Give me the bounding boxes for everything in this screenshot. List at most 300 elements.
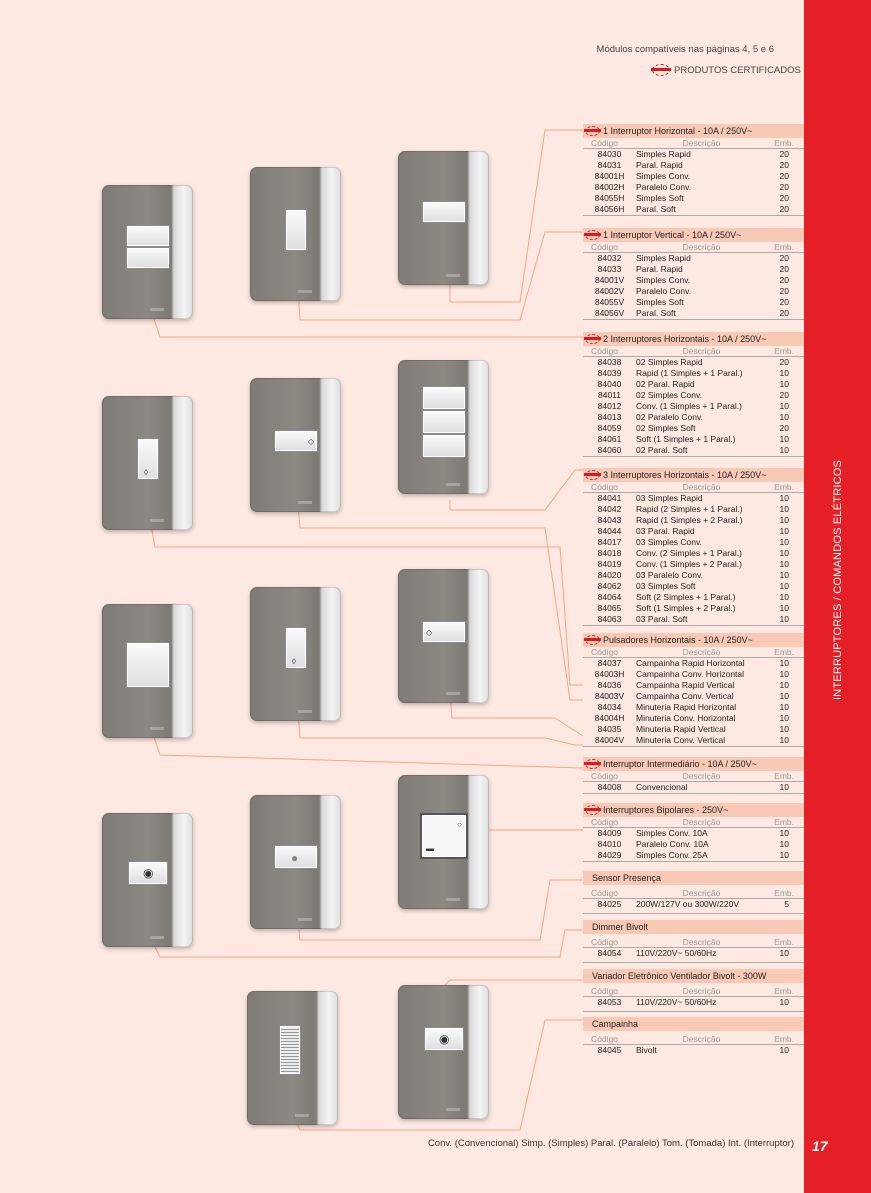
description-cell: Paral. Soft [636,308,676,318]
pack-cell: 20 [779,264,789,274]
table-row [583,839,804,850]
description-cell: Campainha Conv. Horizontal [636,669,745,679]
rows [583,357,804,457]
pack-cell: 20 [779,171,789,181]
code-cell: 84060 [597,445,622,455]
pack-cell: 10 [779,735,789,745]
section-header [583,871,804,885]
code-cell: 84019 [597,559,622,569]
description-cell: Soft (1 Simples + 2 Paral.) [636,603,736,613]
description-cell: Simples Rapid [636,253,691,263]
code-cell: 84020 [597,570,622,580]
column-headers: Código Descrição Emb. [583,242,804,253]
table-horizontal-1 [583,124,804,216]
table-row [583,379,804,390]
table-row [583,669,804,680]
pack-cell: 10 [779,434,789,444]
code-cell: 84017 [597,537,622,547]
pack-cell: 10 [779,412,789,422]
product-84036-bell-vertical [102,396,193,530]
description-cell: 02 Paralelo Conv. [636,412,703,422]
description-cell: 03 Simples Conv. [636,537,702,547]
code-cell: 84036 [597,680,622,690]
switch-key [285,209,307,251]
pack-cell: 20 [779,149,789,159]
pack-cell: 10 [779,401,789,411]
section-title: Interruptores Bipolares - 250V~ [603,805,729,815]
code-cell: 84056V [594,308,625,318]
table-row [583,182,804,193]
table-row [583,691,804,702]
rows [583,948,804,963]
code-cell: 84002V [594,286,625,296]
certified-icon [585,759,600,769]
code-cell: 84055H [594,193,625,203]
table-row [583,581,804,592]
table-row [583,735,804,746]
table-row [583,275,804,286]
table-row [583,603,804,614]
table-row [583,297,804,308]
code-cell: 84061 [597,434,622,444]
section-header [583,803,804,817]
table-row [583,368,804,379]
description-cell: Paralelo Conv. [636,286,692,296]
section-title: 1 Interruptor Horizontal - 10A / 250V~ [603,126,753,136]
table-row [583,445,804,456]
category-label: INTERRUPTORES / COMANDOS ELÉTRICOS [832,459,844,701]
pack-cell: 10 [779,570,789,580]
description-cell: 03 Paralelo Conv. [636,570,703,580]
product-84053-fan-controller [398,985,489,1119]
rows [583,1045,804,1056]
switch-key [285,627,307,669]
description-cell: Paral. Soft [636,204,676,214]
certified-icon [585,805,600,815]
certified-icon [585,230,600,240]
table-row [583,948,804,959]
table-row [583,997,804,1008]
table-row [583,680,804,691]
bell-icon: ◊ [144,468,148,477]
section-header [583,332,804,346]
code-cell: 84029 [597,850,622,860]
description-cell: 02 Paral. Rapid [636,379,695,389]
code-cell: 84004V [594,735,625,745]
code-cell: 84002H [594,182,625,192]
certified-icon [585,470,600,480]
description-cell: Campainha Rapid Vertical [636,680,735,690]
pack-cell: 20 [779,286,789,296]
code-cell: 84033 [597,264,622,274]
pack-cell: 10 [779,581,789,591]
description-cell: Rapid (1 Simples + 1 Paral.) [636,368,743,378]
switch-key [422,434,466,458]
switch-key [126,225,170,247]
switch-key [422,410,466,434]
table-row [583,724,804,735]
table-row [583,264,804,275]
pack-cell: 10 [779,1045,789,1055]
section-title: Pulsadores Horizontais - 10A / 250V~ [603,635,753,645]
column-headers: Código Descrição Emb. [583,346,804,357]
pack-cell: 10 [779,592,789,602]
fan-controller-module [424,1027,464,1051]
pack-cell: 20 [779,297,789,307]
description-cell: Simples Conv. [636,171,691,181]
code-cell: 84041 [597,493,622,503]
code-cell: 84056H [594,204,625,214]
code-cell: 84010 [597,839,622,849]
pack-cell: 10 [779,445,789,455]
table-bipolar [583,803,804,862]
table-horizontal-2 [583,332,804,457]
sensor-lens-icon: ● [291,851,299,865]
code-cell: 84032 [597,253,622,263]
description-cell: Conv. (1 Simples + 2 Paral.) [636,559,742,569]
section-title: 2 Interruptores Horizontais - 10A / 250V~ [603,334,767,344]
rows [583,493,804,626]
table-intermediate [583,757,804,794]
product-84034-timer-horizontal [398,569,489,703]
description-cell: 02 Simples Rapid [636,357,703,367]
pack-cell: 20 [779,390,789,400]
pack-cell: 20 [779,357,789,367]
description-cell: Paralelo Conv. [636,182,692,192]
code-cell: 84001H [594,171,625,181]
code-cell: 84062 [597,581,622,591]
pack-cell: 10 [779,839,789,849]
table-row [583,160,804,171]
switch-key [420,813,468,859]
code-cell: 84001V [594,275,625,285]
pack-cell: 10 [779,997,789,1007]
table-row [583,308,804,319]
column-headers: Código Descrição Emb. [583,937,804,948]
description-cell: Minuteria Rapid Vertical [636,724,726,734]
table-row [583,850,804,861]
pack-cell: 10 [779,368,789,378]
description-cell: Rapid (1 Simples + 2 Paral.) [636,515,743,525]
code-cell: 84003H [594,669,625,679]
description-cell: Bivolt [636,1045,657,1055]
pack-cell: 10 [779,603,789,613]
pack-cell: 20 [779,182,789,192]
switch-key [126,247,170,269]
code-cell: 84012 [597,401,622,411]
table-row [583,899,804,910]
description-cell: Simples Soft [636,193,684,203]
indicator-dash-icon: ▬ [426,844,434,853]
switch-key [274,430,318,452]
pack-cell: 20 [779,253,789,263]
section-header [583,969,804,983]
table-dimmer [583,920,804,963]
code-cell: 84054 [597,948,622,958]
table-row [583,570,804,581]
description-cell: 02 Simples Soft [636,423,696,433]
column-headers: Código Descrição Emb. [583,888,804,899]
description-cell: Rapid (2 Simples + 1 Paral.) [636,504,743,514]
section-title: Variador Eletrônico Ventilador Bivolt - 300W [592,971,767,981]
code-cell: 84035 [597,724,622,734]
section-title: Dimmer Bivolt [592,922,649,932]
section-title: 3 Interruptores Horizontais - 10A / 250V~ [603,470,767,480]
section-title: Campainha [592,1019,639,1029]
description-cell: Minuteria Conv. Vertical [636,735,726,745]
pack-cell: 10 [779,713,789,723]
table-row [583,526,804,537]
product-84030-horizontal-single [398,151,489,285]
table-row [583,504,804,515]
column-headers: Código Descrição Emb. [583,771,804,782]
code-cell: 84053 [597,997,622,1007]
table-row [583,493,804,504]
rows [583,149,804,216]
product-84032-vertical-single [250,167,341,301]
pack-cell: 10 [779,691,789,701]
fan-knob-icon: ◉ [439,1032,450,1046]
section-header [583,633,804,647]
pack-cell: 10 [779,548,789,558]
description-cell: 110V/220V~ 50/60Hz [636,997,717,1007]
page-number: 17 [812,1138,828,1154]
pack-cell: 5 [784,899,789,909]
code-cell: 84008 [597,782,622,792]
indicator-ring-icon: ○ [457,820,462,829]
column-headers: Código Descrição Emb. [583,138,804,149]
table-doorbell [583,1017,804,1056]
pack-cell: 20 [779,204,789,214]
table-row [583,713,804,724]
pack-cell: 10 [779,526,789,536]
product-84025-presence-sensor [250,795,341,929]
code-cell: 84065 [597,603,622,613]
product-84008-intermediate [102,604,193,738]
table-presence-sensor [583,871,804,914]
product-84045-doorbell [247,991,338,1125]
table-row [583,423,804,434]
pack-cell: 10 [779,658,789,668]
table-row [583,537,804,548]
table-fan-controller [583,969,804,1012]
section-header [583,920,804,934]
description-cell: 110V/220V~ 50/60Hz [636,948,717,958]
pack-cell: 10 [779,724,789,734]
description-cell: 03 Paral. Soft [636,614,688,624]
pack-cell: 20 [779,308,789,318]
certified-icon [585,126,600,136]
description-cell: Simples Conv. 25A [636,850,708,860]
pack-cell: 10 [779,537,789,547]
pack-cell: 10 [779,504,789,514]
table-row [583,357,804,368]
code-cell: 84013 [597,412,622,422]
table-row [583,515,804,526]
pack-cell: 20 [779,423,789,433]
description-cell: Soft (2 Simples + 1 Paral.) [636,592,736,602]
abbreviations-footnote: Conv. (Convencional) Simp. (Simples) Paral. (Paralelo) Tom. (Tomada) Int. (Interruptor) [427,1138,794,1149]
pack-cell: 10 [779,850,789,860]
description-cell: Campainha Rapid Horizontal [636,658,745,668]
switch-key [422,621,466,643]
pack-cell: 10 [779,559,789,569]
sensor-module [274,845,318,869]
table-row [583,828,804,839]
description-cell: Paral. Rapid [636,264,683,274]
description-cell: Conv. (1 Simples + 1 Paral.) [636,401,742,411]
section-header [583,468,804,482]
product-84041-three-horizontal [398,360,489,494]
description-cell: Simples Conv. [636,275,691,285]
pack-cell: 10 [779,379,789,389]
timer-icon: ◇ [426,628,433,637]
table-row [583,412,804,423]
table-row [583,171,804,182]
code-cell: 84039 [597,368,622,378]
section-header [583,124,804,138]
compat-note: Módulos compatíveis nas páginas 4, 5 e 6 [596,44,774,55]
description-cell: Convencional [636,782,688,792]
code-cell: 84030 [597,149,622,159]
code-cell: 84055V [594,297,625,307]
description-cell: 03 Paral. Rapid [636,526,695,536]
code-cell: 84045 [597,1045,622,1055]
certified-icon [585,334,600,344]
rows [583,899,804,914]
table-row [583,782,804,793]
table-row [583,253,804,264]
table-vertical-1 [583,228,804,320]
pack-cell: 10 [779,948,789,958]
product-84054-dimmer [102,813,193,947]
product-84035-timer-vertical [250,587,341,721]
switch-key [422,386,466,410]
rows [583,782,804,794]
description-cell: Campainha Conv. Vertical [636,691,734,701]
code-cell: 84064 [597,592,622,602]
table-push-buttons [583,633,804,747]
timer-icon: ◊ [292,657,296,666]
table-row [583,434,804,445]
code-cell: 84043 [597,515,622,525]
rows [583,253,804,320]
table-row [583,204,804,215]
certified-icon [585,635,600,645]
switch-key [126,642,170,688]
description-cell: 03 Simples Soft [636,581,696,591]
code-cell: 84018 [597,548,622,558]
code-cell: 84004H [594,713,625,723]
table-row [583,390,804,401]
column-headers: Código Descrição Emb. [583,986,804,997]
code-cell: 84011 [597,390,621,400]
table-row [583,149,804,160]
column-headers: Código Descrição Emb. [583,482,804,493]
table-horizontal-3 [583,468,804,626]
description-cell: 02 Simples Conv. [636,390,702,400]
table-row [583,702,804,713]
table-row [583,286,804,297]
table-row [583,614,804,625]
pack-cell: 20 [779,193,789,203]
description-cell: Simples Rapid [636,149,691,159]
bell-icon: ◇ [307,437,314,446]
section-header [583,1017,804,1031]
certified-label: PRODUTOS CERTIFICADOS [674,64,801,76]
pack-cell: 10 [779,782,789,792]
code-cell: 84040 [597,379,622,389]
code-cell: 84025 [597,899,622,909]
description-cell: Paral. Rapid [636,160,683,170]
code-cell: 84037 [597,658,622,668]
code-cell: 84044 [597,526,622,536]
rows [583,997,804,1012]
pack-cell: 10 [779,515,789,525]
table-row [583,592,804,603]
code-cell: 84003V [594,691,625,701]
description-cell: Simples Conv. 10A [636,828,708,838]
code-cell: 84034 [597,702,622,712]
description-cell: 200W/127V ou 300W/220V [636,899,740,909]
pack-cell: 10 [779,828,789,838]
description-cell: 03 Simples Rapid [636,493,703,503]
column-headers: Código Descrição Emb. [583,647,804,658]
description-cell: Conv. (2 Simples + 1 Paral.) [636,548,742,558]
switch-key [422,201,466,223]
dimmer-knob-icon: ◉ [143,866,154,880]
code-cell: 84042 [597,504,622,514]
section-header [583,228,804,242]
description-cell: Paralelo Conv. 10A [636,839,709,849]
pack-cell: 10 [779,614,789,624]
table-row [583,1045,804,1056]
pack-cell: 10 [779,493,789,503]
section-header [583,757,804,771]
description-cell: Minuteria Rapid Horizontal [636,702,737,712]
pack-cell: 10 [779,669,789,679]
table-row [583,559,804,570]
buzzer-grille [279,1025,301,1075]
description-cell: Soft (1 Simples + 1 Paral.) [636,434,736,444]
column-headers: Código Descrição Emb. [583,817,804,828]
section-title: Sensor Presença [592,873,662,883]
code-cell: 84009 [597,828,622,838]
table-row [583,658,804,669]
product-84037-bell-horizontal [250,378,341,512]
rows [583,828,804,862]
pack-cell: 20 [779,275,789,285]
pack-cell: 10 [779,702,789,712]
description-cell: Minuteria Conv. Horizontal [636,713,736,723]
pack-cell: 20 [779,160,789,170]
description-cell: Simples Soft [636,297,684,307]
code-cell: 84038 [597,357,622,367]
product-84009-bipolar [398,775,489,909]
table-row [583,548,804,559]
switch-key [137,438,159,480]
section-title: Interruptor Intermediário - 10A / 250V~ [603,759,757,769]
column-headers: Código Descrição Emb. [583,1034,804,1045]
code-cell: 84031 [597,160,622,170]
code-cell: 84063 [597,614,622,624]
code-cell: 84059 [597,423,622,433]
table-row [583,401,804,412]
description-cell: 02 Paral. Soft [636,445,688,455]
section-title: 1 Interruptor Vertical - 10A / 250V~ [603,230,742,240]
rows [583,658,804,747]
pack-cell: 10 [779,680,789,690]
